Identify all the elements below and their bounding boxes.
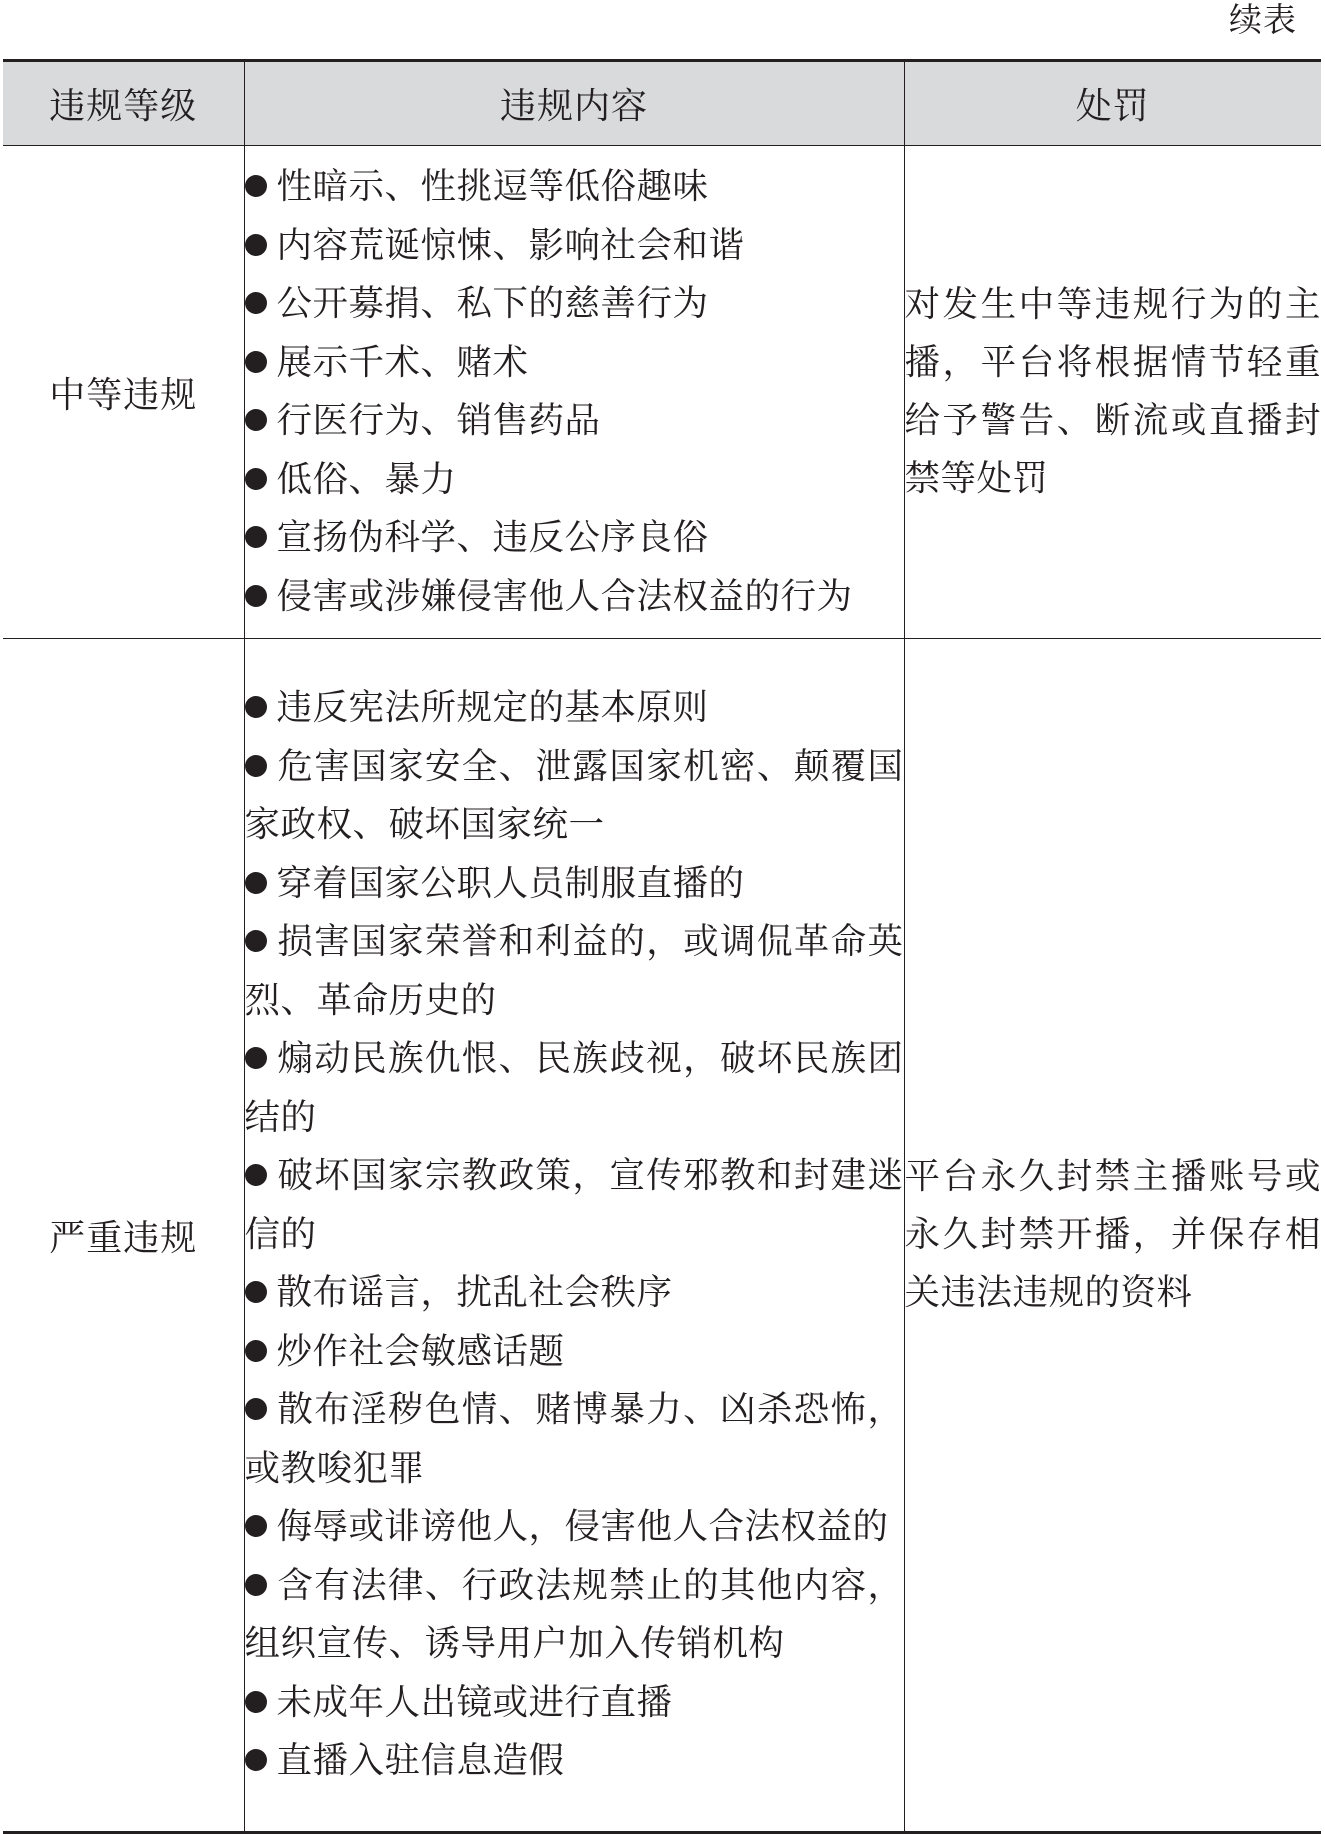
- list-item: [245, 1498, 904, 1557]
- item-text: 未成年人出镜或进行直播: [276, 1681, 673, 1723]
- list-item: [245, 509, 904, 568]
- list-item: [245, 1147, 904, 1264]
- bullet-icon: [245, 468, 267, 490]
- bullet-icon: [245, 1691, 267, 1713]
- item-text: 行医行为、销售药品: [276, 400, 601, 441]
- item-text: 低俗、暴力: [276, 458, 457, 500]
- list-item: [245, 1264, 904, 1323]
- list-item: [245, 1323, 904, 1382]
- bullet-icon: [245, 1398, 267, 1420]
- bullet-icon: [245, 234, 267, 256]
- item-text: 散布谣言，扰乱社会秩序: [276, 1272, 673, 1314]
- bullet-icon: [245, 1281, 267, 1303]
- violation-list: [245, 679, 904, 1791]
- item-text: 含有法律、行政法规禁止的其他内容，组织宣传、诱导用户加入传销机构: [244, 1564, 904, 1665]
- item-text: 穿着国家公职人员制服直播的: [276, 862, 745, 904]
- table-row-medium-violation: [3, 146, 1321, 639]
- bullet-icon: [245, 292, 267, 314]
- list-item: [245, 1732, 904, 1791]
- bullet-icon: [245, 175, 267, 197]
- bullet-icon: [245, 526, 267, 548]
- header-violation-content: 违规内容: [244, 61, 904, 146]
- bullet-icon: [245, 1047, 267, 1069]
- level-cell: 严重违规: [3, 639, 244, 1833]
- item-text: 宣扬伪科学、违反公序良俗: [276, 517, 709, 558]
- bullet-icon: [245, 1164, 267, 1186]
- penalty-cell: 对发生中等违规行为的主播，平台将根据情节轻重给予警告、断流或直播封禁等处罚: [904, 146, 1321, 639]
- item-text: 侮辱或诽谤他人，侵害他人合法权益的: [276, 1506, 889, 1548]
- bullet-icon: [245, 872, 267, 894]
- table-row-severe-violation: [3, 639, 1321, 1833]
- bullet-icon: [245, 755, 267, 777]
- list-item: [245, 568, 904, 627]
- penalty-cell: 平台永久封禁主播账号或永久封禁开播，并保存相关违法违规的资料: [904, 639, 1321, 1833]
- bullet-icon: [245, 585, 267, 607]
- bullet-icon: [245, 930, 267, 952]
- list-item: [245, 679, 904, 738]
- list-item: [245, 1381, 904, 1498]
- item-text: 炒作社会敏感话题: [276, 1330, 565, 1372]
- list-item: [245, 275, 904, 334]
- header-violation-level: 违规等级: [3, 61, 244, 146]
- item-text: 侵害或涉嫌侵害他人合法权益的行为: [276, 575, 853, 617]
- table-continued-caption: 续表: [1229, 0, 1297, 39]
- bullet-icon: [245, 409, 267, 431]
- bullet-icon: [245, 1749, 267, 1771]
- list-item: [245, 451, 904, 510]
- list-item: [245, 738, 904, 855]
- item-text: 破坏国家宗教政策，宣传邪教和封建迷信的: [244, 1155, 904, 1255]
- item-text: 性暗示、性挑逗等低俗趣味: [276, 166, 709, 207]
- content-cell: [244, 639, 904, 1833]
- bullet-icon: [245, 696, 267, 718]
- violation-list: [245, 158, 904, 626]
- content-cell: [244, 146, 904, 639]
- list-item: [245, 158, 904, 217]
- list-item: [245, 392, 904, 451]
- list-item: [245, 1674, 904, 1733]
- list-item: [245, 1030, 904, 1147]
- item-text: 内容荒诞惊悚、影响社会和谐: [276, 224, 745, 266]
- bullet-icon: [245, 351, 267, 373]
- list-item: [245, 334, 904, 393]
- table-header: [3, 61, 1321, 146]
- bullet-icon: [245, 1515, 267, 1537]
- item-text: 展示千术、赌术: [276, 341, 529, 383]
- list-item: [245, 1557, 904, 1674]
- level-cell: 中等违规: [3, 146, 244, 639]
- item-text: 散布淫秽色情、赌博暴力、凶杀恐怖，或教唆犯罪: [244, 1389, 904, 1489]
- list-item: [245, 855, 904, 914]
- list-item: [245, 217, 904, 276]
- violation-rules-table: [3, 59, 1321, 1834]
- item-text: 直播入驻信息造假: [276, 1740, 565, 1782]
- item-text: 公开募捐、私下的慈善行为: [276, 283, 709, 324]
- header-penalty: 处罚: [904, 61, 1321, 146]
- bullet-icon: [245, 1574, 267, 1596]
- item-text: 违反宪法所规定的基本原则: [276, 687, 709, 729]
- list-item: [245, 913, 904, 1030]
- bullet-icon: [245, 1340, 267, 1362]
- item-text: 损害国家荣誉和利益的，或调侃革命英烈、革命历史的: [244, 921, 904, 1021]
- item-text: 危害国家安全、泄露国家机密、颠覆国家政权、破坏国家统一: [244, 745, 904, 846]
- item-text: 煽动民族仇恨、民族歧视，破坏民族团结的: [244, 1038, 904, 1138]
